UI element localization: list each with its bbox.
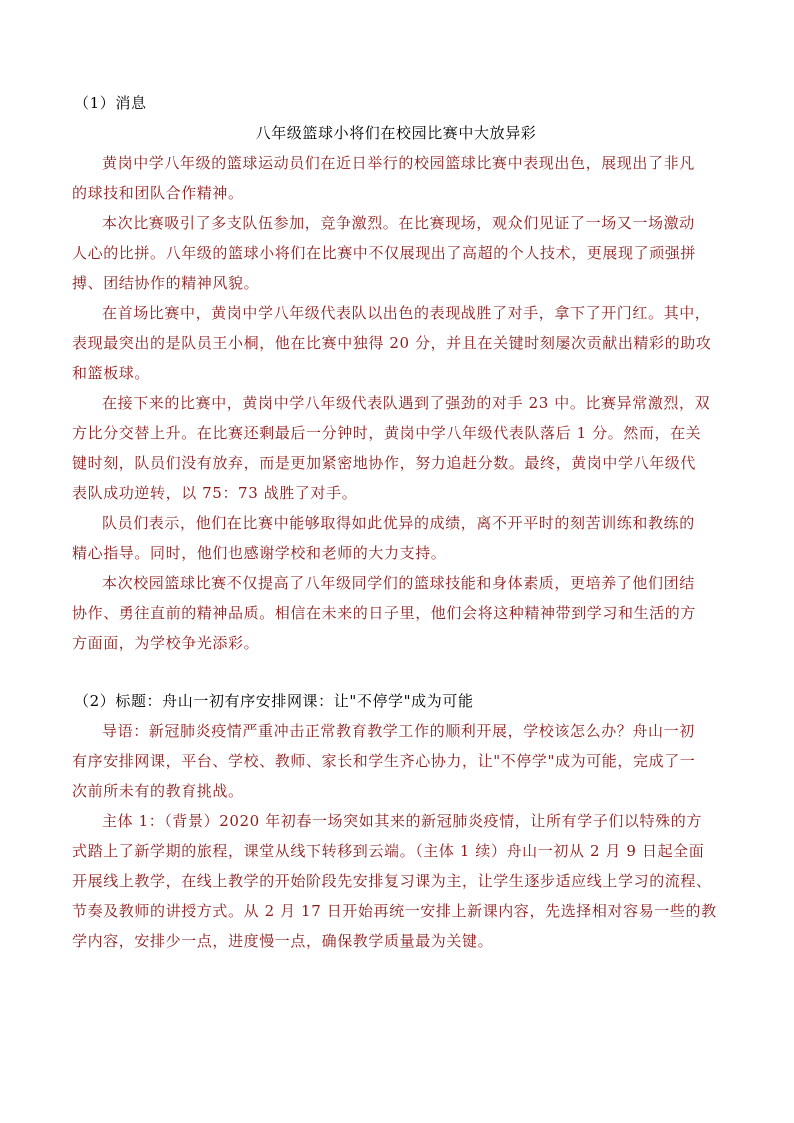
paragraph — [72, 568, 720, 658]
paragraph-line: 表队成功逆转，以 75：73 战胜了对手。 — [72, 484, 358, 502]
paragraph-line: 本次校园篮球比赛不仅提高了八年级同学们的篮球技能和身体素质，更培养了他们团结 — [102, 574, 695, 592]
paragraph-line: 队员们表示，他们在比赛中能够取得如此优异的成绩，离不开平时的刻苦训练和教练的 — [102, 514, 695, 532]
paragraph-line: 黄岗中学八年级的篮球运动员们在近日举行的校园篮球比赛中表现出色，展现出了非凡 — [102, 154, 695, 172]
paragraph-line: 方比分交替上升。在比赛还剩最后一分钟时，黄岗中学八年级代表队落后 1 分。然而，在关 — [72, 424, 702, 442]
paragraph-line: 开展线上教学，在线上教学的开始阶段先安排复习课为主，让学生逐步适应线上学习的流程、 — [72, 872, 712, 890]
paragraph-line: 方面面，为学校争光添彩。 — [72, 634, 260, 652]
section-gap — [72, 658, 720, 686]
paragraph-line: 次前所未有的教育挑战。 — [72, 782, 244, 800]
paragraph-line: 的球技和团队合作精神。 — [72, 184, 244, 202]
section-1-body — [72, 148, 720, 658]
paragraph-line: 导语：新冠肺炎疫情严重冲击正常教育教学工作的顺利开展，学校该怎么办？舟山一初 — [102, 722, 695, 740]
paragraph-line: 和篮板球。 — [72, 364, 151, 382]
paragraph — [72, 508, 720, 568]
paragraph-line: 式踏上了新学期的旅程，课堂从线下转移到云端。（主体 1 续）舟山一初从 2 月 9 日起全面 — [72, 842, 705, 860]
paragraph-line: 学内容，安排少一点，进度慢一点，确保教学质量最为关键。 — [72, 932, 494, 950]
paragraph-line: 本次比赛吸引了多支队伍参加，竞争激烈。在比赛现场，观众们见证了一场又一场激动 — [102, 214, 695, 232]
paragraph-line: 精心指导。同时，他们也感谢学校和老师的大力支持。 — [72, 544, 447, 562]
section-2-body — [72, 716, 720, 956]
paragraph — [72, 806, 720, 956]
section-1-heading: （1）消息 — [74, 94, 147, 112]
paragraph-line: 表现最突出的是队员王小桐，他在比赛中独得 20 分，并且在关键时刻屡次贡献出精彩的助攻 — [72, 334, 712, 352]
paragraph — [72, 208, 720, 298]
paragraph — [72, 148, 720, 208]
paragraph-line: 节奏及教师的讲授方式。从 2 月 17 日开始再统一安排上新课内容，先选择相对容易一些的教 — [72, 902, 717, 920]
section-2-heading: （2）标题：舟山一初有序安排网课：让"不停学"成为可能 — [74, 692, 474, 710]
paragraph — [72, 716, 720, 806]
paragraph-line: 搏、团结协作的精神风貌。 — [72, 274, 260, 292]
paragraph-line: 协作、勇往直前的精神品质。相信在未来的日子里，他们会将这种精神带到学习和生活的方 — [72, 604, 697, 622]
paragraph — [72, 298, 720, 388]
paragraph-line: 在首场比赛中，黄岗中学八年级代表队以出色的表现战胜了对手，拿下了开门红。其中， — [102, 304, 711, 322]
paragraph-line: 在接下来的比赛中，黄岗中学八年级代表队遇到了强劲的对手 23 中。比赛异常激烈，双 — [102, 394, 711, 412]
paragraph-line: 人心的比拼。八年级的篮球小将们在比赛中不仅展现出了高超的个人技术，更展现了顽强拼 — [72, 244, 697, 262]
paragraph-line: 键时刻，队员们没有放弃，而是更加紧密地协作，努力追赶分数。最终，黄岗中学八年级代 — [72, 454, 697, 472]
paragraph-line: 主体 1：（背景）2020 年初春一场突如其来的新冠肺炎疫情，让所有学子们以特殊的方 — [102, 812, 702, 830]
paragraph-line: 有序安排网课，平台、学校、教师、家长和学生齐心协力，让"不停学"成为可能，完成了一 — [72, 752, 696, 770]
news-title: 八年级篮球小将们在校园比赛中大放异彩 — [255, 124, 537, 142]
paragraph — [72, 388, 720, 508]
document-page — [72, 88, 720, 956]
